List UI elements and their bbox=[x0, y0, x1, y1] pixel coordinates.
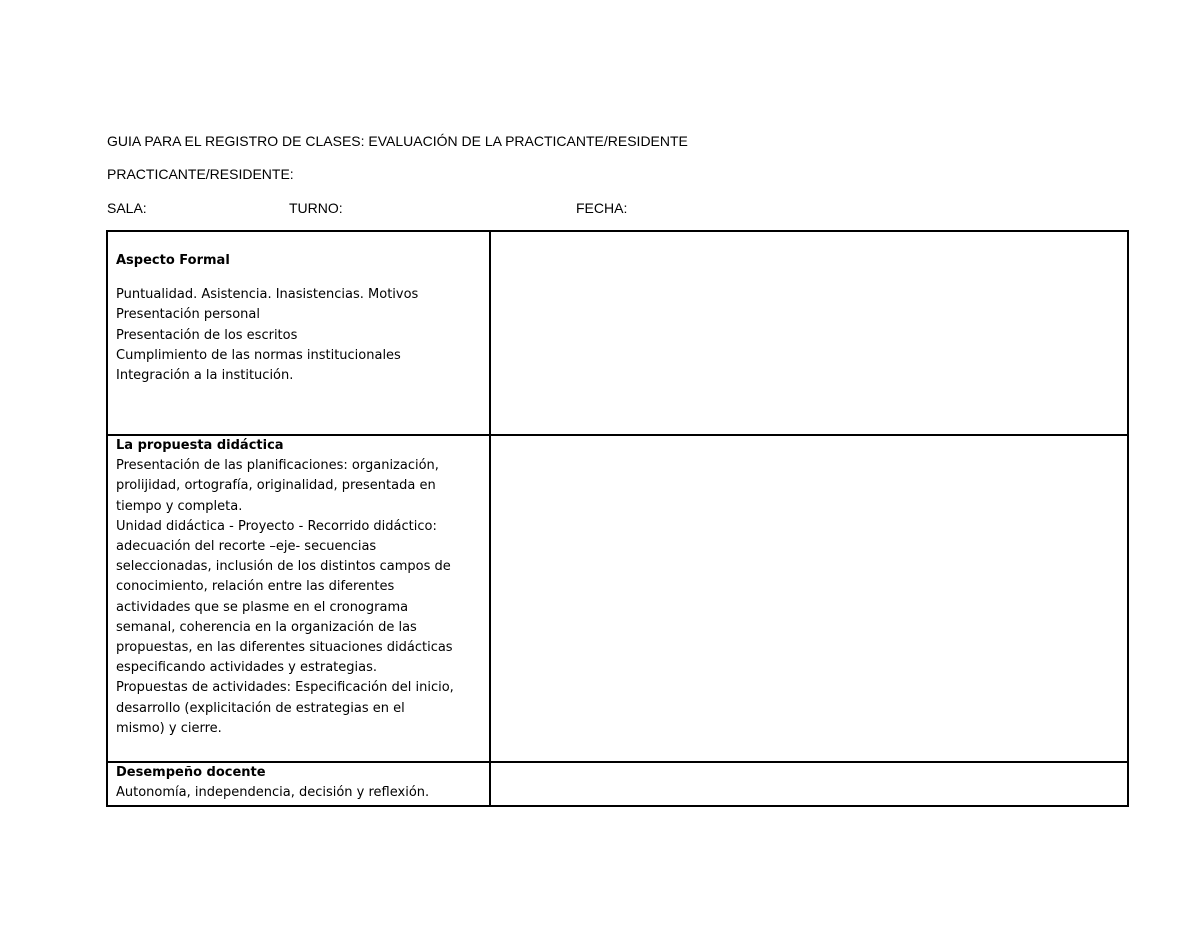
desempeno-docente-response-cell[interactable] bbox=[490, 762, 1128, 806]
table-row bbox=[107, 231, 1128, 435]
text-line: Presentación de las planificaciones: organización, bbox=[116, 458, 439, 474]
table-row bbox=[107, 762, 1128, 806]
desempeno-docente-cell bbox=[107, 762, 490, 806]
list-item: Integración a la institución. bbox=[116, 368, 294, 384]
text-line: Unidad didáctica - Proyecto - Recorrido didáctico: bbox=[116, 518, 437, 534]
sala-label: SALA: bbox=[107, 200, 147, 216]
table-row bbox=[107, 435, 1128, 762]
evaluation-table bbox=[106, 230, 1129, 807]
text-line: Autonomía, independencia, decisión y reflexión. bbox=[116, 785, 430, 801]
text-line: especificando actividades y estrategias. bbox=[116, 660, 377, 676]
section-heading: Aspecto Formal bbox=[116, 253, 230, 268]
text-line: tiempo y completa. bbox=[116, 498, 243, 514]
text-line: desarrollo (explicitación de estrategias en el bbox=[116, 700, 405, 716]
text-line: prolijidad, ortografía, originalidad, presentada en bbox=[116, 478, 436, 494]
section-heading: La propuesta didáctica bbox=[116, 438, 284, 453]
text-line: propuestas, en las diferentes situaciones didácticas bbox=[116, 640, 453, 656]
propuesta-didactica-response-cell[interactable] bbox=[490, 435, 1128, 762]
aspecto-formal-cell bbox=[107, 231, 490, 435]
document-title: GUIA PARA EL REGISTRO DE CLASES: EVALUACIÓN DE LA PRACTICANTE/RESIDENTE bbox=[107, 133, 688, 149]
text-line: actividades que se plasme en el cronograma bbox=[116, 599, 409, 615]
list-item: Puntualidad. Asistencia. Inasistencias. Motivos bbox=[116, 287, 419, 303]
text-line: adecuación del recorte –eje- secuencias bbox=[116, 539, 377, 555]
fecha-label: FECHA: bbox=[576, 200, 628, 216]
turno-label: TURNO: bbox=[289, 200, 343, 216]
aspecto-formal-response-cell[interactable] bbox=[490, 231, 1128, 435]
text-line: conocimiento, relación entre las diferentes bbox=[116, 579, 395, 595]
text-line: mismo) y cierre. bbox=[116, 720, 222, 736]
section-heading: Desempeño docente bbox=[116, 765, 266, 780]
list-item: Cumplimiento de las normas institucionales bbox=[116, 347, 401, 363]
propuesta-didactica-cell bbox=[107, 435, 490, 762]
list-item: Presentación de los escritos bbox=[116, 327, 298, 343]
practicante-label: PRACTICANTE/RESIDENTE: bbox=[107, 166, 294, 182]
text-line: semanal, coherencia en la organización de las bbox=[116, 619, 417, 635]
list-item: Presentación personal bbox=[116, 307, 260, 323]
text-line: seleccionadas, inclusión de los distintos campos de bbox=[116, 559, 451, 575]
text-line: Propuestas de actividades: Especificación del inicio, bbox=[116, 680, 454, 696]
